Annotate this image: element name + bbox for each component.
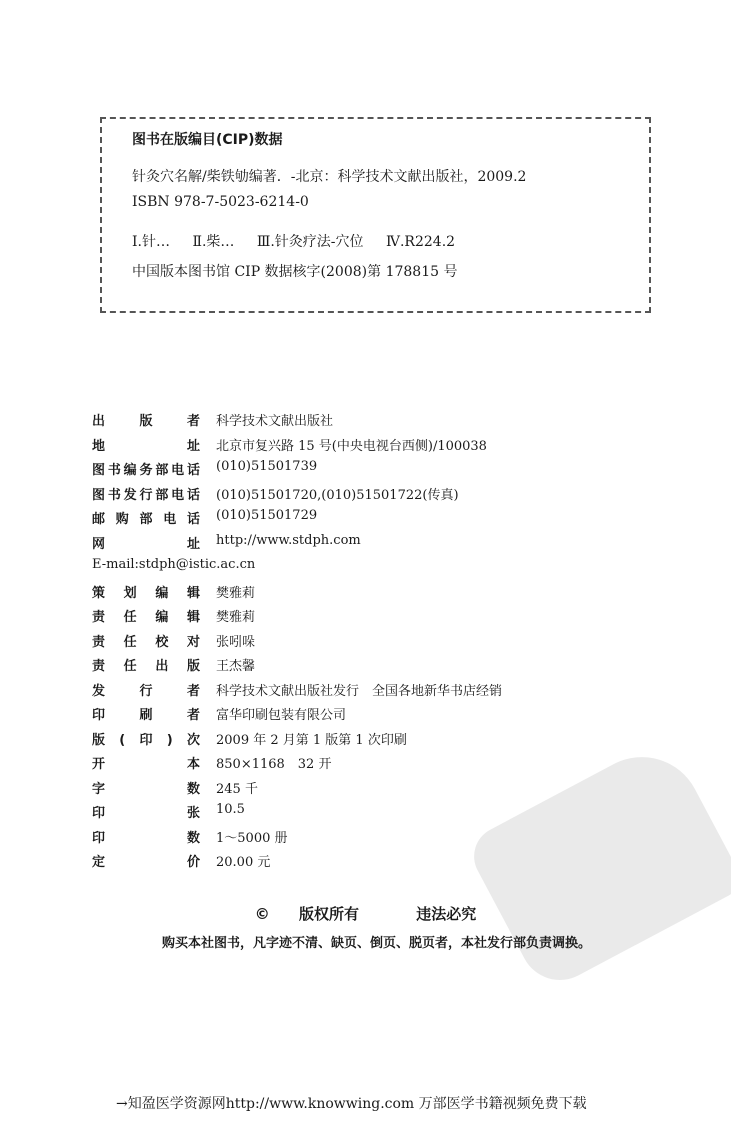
colophon-value: 富华印刷包装有限公司 <box>216 708 347 723</box>
colophon-value: 245 千 <box>216 781 258 797</box>
colophon-row <box>92 533 361 555</box>
colophon-label: 网址 <box>92 536 200 552</box>
colophon-row <box>92 459 317 481</box>
colophon-value: 科学技术文献出版社发行 全国各地新华书店经销 <box>216 683 503 699</box>
colophon-value: (010)51501729 <box>216 508 318 523</box>
colophon-value: 北京市复兴路 15 号(中央电视台西侧)/100038 <box>216 438 487 454</box>
colophon-label: 发行者 <box>92 683 200 699</box>
colophon-value: 1～5000 册 <box>216 830 288 846</box>
colophon-row <box>92 704 346 726</box>
colophon-label: 开本 <box>92 757 200 772</box>
footer-link[interactable]: →知盈医学资源网http://www.knowwing.com 万部医学书籍视频免费下载 <box>116 1096 587 1112</box>
colophon-value: (010)51501739 <box>216 459 318 474</box>
colophon-row <box>92 557 255 579</box>
cip-title: 图书在版编目(CIP)数据 <box>132 132 283 148</box>
colophon-value: 张吲哚 <box>216 634 256 650</box>
colophon-row <box>92 778 258 800</box>
cip-bibliographic-line: 针灸穴名解/柴铁劬编著．-北京：科学技术文献出版社，2009.2 <box>132 169 527 185</box>
copyright-line <box>0 903 731 924</box>
colophon-row <box>92 484 459 506</box>
colophon-row <box>92 655 255 677</box>
colophon-value: http://www.stdph.com <box>216 532 361 548</box>
colophon-value: (010)51501720,(010)51501722(传真) <box>216 487 459 503</box>
cip-isbn: ISBN 978-7-5023-6214-0 <box>132 194 309 210</box>
colophon-label: 责任出版 <box>92 659 200 674</box>
cip-class-3: Ⅲ.针灸疗法-穴位 <box>256 234 364 250</box>
colophon-value: 王杰馨 <box>216 659 256 674</box>
colophon-value: 2009 年 2 月第 1 版第 1 次印刷 <box>216 732 407 748</box>
colophon-row <box>92 582 255 604</box>
colophon-value: E-mail:stdph@istic.ac.cn <box>92 557 256 572</box>
colophon-label: 责任编辑 <box>92 610 200 625</box>
copyright-icon: © <box>254 905 270 923</box>
colophon-value: 樊雅莉 <box>216 610 256 625</box>
colophon-label: 邮购部电话 <box>92 512 200 527</box>
cip-data-box <box>100 117 651 313</box>
colophon-label: 图书发行部电话 <box>92 487 200 503</box>
replacement-notice: 购买本社图书，凡字迹不清、缺页、倒页、脱页者，本社发行部负责调换。 <box>161 936 591 951</box>
colophon-row <box>92 410 333 432</box>
colophon-row <box>92 606 255 628</box>
colophon-value: 20.00 元 <box>216 855 271 870</box>
colophon-row <box>92 802 245 824</box>
colophon-row <box>92 729 407 751</box>
colophon-row <box>92 753 331 775</box>
cip-class-1: Ⅰ.针… <box>132 234 170 250</box>
colophon-value: 樊雅莉 <box>216 585 256 601</box>
colophon-label: 定价 <box>92 855 200 870</box>
cip-class-4: Ⅳ.R224.2 <box>386 234 456 250</box>
colophon-label: 出版者 <box>92 414 200 429</box>
colophon-row <box>92 680 502 702</box>
colophon-label: 版(印)次 <box>92 732 200 748</box>
colophon-row <box>92 435 487 457</box>
watermark-stamp <box>464 736 731 994</box>
colophon-value: 850×1168 32 开 <box>216 757 332 772</box>
colophon-value: 10.5 <box>216 802 245 817</box>
colophon-label: 图书编务部电话 <box>92 463 200 478</box>
colophon-label: 责任校对 <box>92 634 200 650</box>
cip-record-number: 中国版本图书馆 CIP 数据核字(2008)第 178815 号 <box>132 264 458 280</box>
rights-reserved: 版权所有 <box>298 905 359 923</box>
colophon-row <box>92 508 317 530</box>
piracy-warning: 违法必究 <box>416 905 477 923</box>
colophon-label: 字数 <box>92 781 200 797</box>
colophon-label: 策划编辑 <box>92 585 200 601</box>
colophon-value: 科学技术文献出版社 <box>216 414 334 429</box>
colophon-row <box>92 631 255 653</box>
cip-class-2: Ⅱ.柴… <box>192 234 235 250</box>
cip-classification <box>132 231 473 251</box>
colophon-label: 印刷者 <box>92 708 200 723</box>
colophon-label: 印数 <box>92 830 200 846</box>
colophon-label: 印张 <box>92 806 200 821</box>
colophon-row <box>92 851 270 873</box>
colophon-label: 地址 <box>92 438 200 454</box>
colophon-row <box>92 827 288 849</box>
